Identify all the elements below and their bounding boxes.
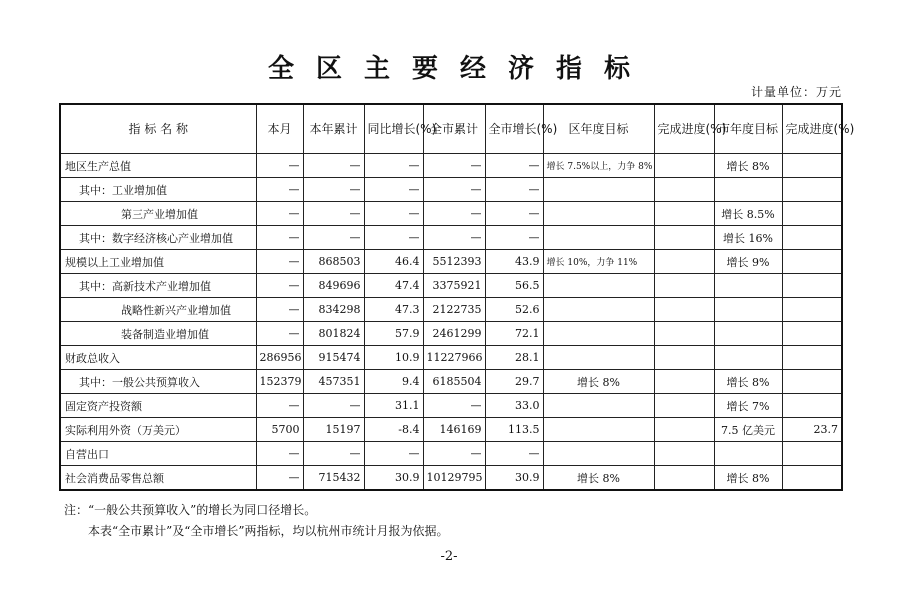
cell-name: 固定资产投资额 — [60, 394, 256, 418]
cell-district-progress — [654, 298, 714, 322]
cell-district-progress — [654, 346, 714, 370]
table-row — [60, 154, 842, 178]
cell-district-target — [543, 322, 654, 346]
table-row — [60, 298, 842, 322]
cell-name: 其中：高新技术产业增加值 — [60, 274, 256, 298]
cell-city-target: 增长 8.5% — [714, 202, 782, 226]
cell-city-target: 增长 7% — [714, 394, 782, 418]
cell-city-growth: — — [485, 178, 543, 202]
header-city-progress: 完成进度(%) — [782, 104, 842, 154]
cell-ytd: 801824 — [303, 322, 364, 346]
cell-ytd: 457351 — [303, 370, 364, 394]
cell-yoy: — — [364, 442, 423, 466]
cell-city-target: 增长 8% — [714, 370, 782, 394]
cell-ytd: 915474 — [303, 346, 364, 370]
cell-district-progress — [654, 322, 714, 346]
cell-district-progress — [654, 178, 714, 202]
cell-yoy: -8.4 — [364, 418, 423, 442]
header-city-target: 市年度目标 — [714, 104, 782, 154]
cell-city-target — [714, 346, 782, 370]
cell-city-target: 增长 16% — [714, 226, 782, 250]
cell-city-growth: 30.9 — [485, 466, 543, 491]
table-body — [60, 154, 842, 491]
cell-name: 其中：一般公共预算收入 — [60, 370, 256, 394]
cell-city-growth: 113.5 — [485, 418, 543, 442]
cell-city-progress — [782, 178, 842, 202]
cell-month: — — [256, 322, 303, 346]
cell-city-ytd: 3375921 — [423, 274, 485, 298]
cell-city-ytd: — — [423, 394, 485, 418]
cell-city-target: 7.5 亿美元 — [714, 418, 782, 442]
table-row — [60, 394, 842, 418]
cell-ytd: — — [303, 178, 364, 202]
cell-district-progress — [654, 442, 714, 466]
cell-city-growth: — — [485, 154, 543, 178]
cell-city-ytd: — — [423, 154, 485, 178]
cell-city-growth: — — [485, 202, 543, 226]
cell-name: 装备制造业增加值 — [60, 322, 256, 346]
cell-district-target: 增长 10%，力争 11% — [543, 250, 654, 274]
cell-ytd: 715432 — [303, 466, 364, 491]
table-row — [60, 370, 842, 394]
page-title: 全区主要经济指标 — [267, 54, 652, 84]
cell-yoy: 31.1 — [364, 394, 423, 418]
table-header-row — [60, 104, 842, 154]
cell-name: 社会消费品零售总额 — [60, 466, 256, 491]
cell-city-growth: 43.9 — [485, 250, 543, 274]
cell-district-target: 增长 8% — [543, 370, 654, 394]
cell-month: — — [256, 202, 303, 226]
cell-name: 第三产业增加值 — [60, 202, 256, 226]
cell-yoy: — — [364, 154, 423, 178]
cell-city-growth: 56.5 — [485, 274, 543, 298]
header-ytd: 本年累计 — [303, 104, 364, 154]
header-yoy: 同比增长(%) — [364, 104, 423, 154]
table-row — [60, 202, 842, 226]
table-row — [60, 346, 842, 370]
cell-yoy: — — [364, 202, 423, 226]
cell-city-progress — [782, 370, 842, 394]
header-month: 本月 — [256, 104, 303, 154]
cell-city-target — [714, 298, 782, 322]
cell-district-target — [543, 394, 654, 418]
cell-name: 战略性新兴产业增加值 — [60, 298, 256, 322]
cell-yoy: 9.4 — [364, 370, 423, 394]
table-row — [60, 442, 842, 466]
cell-name: 实际利用外资（万美元） — [60, 418, 256, 442]
cell-city-progress — [782, 442, 842, 466]
cell-city-growth: 29.7 — [485, 370, 543, 394]
cell-city-ytd: 11227966 — [423, 346, 485, 370]
cell-city-growth: — — [485, 442, 543, 466]
cell-ytd: 15197 — [303, 418, 364, 442]
cell-city-progress — [782, 466, 842, 491]
cell-month: — — [256, 226, 303, 250]
cell-city-ytd: 2122735 — [423, 298, 485, 322]
table-row — [60, 322, 842, 346]
header-name: 指 标 名 称 — [60, 104, 256, 154]
cell-name: 地区生产总值 — [60, 154, 256, 178]
cell-month: — — [256, 466, 303, 491]
cell-yoy: 46.4 — [364, 250, 423, 274]
cell-district-progress — [654, 154, 714, 178]
cell-yoy: 47.3 — [364, 298, 423, 322]
cell-city-growth: — — [485, 226, 543, 250]
cell-yoy: 57.9 — [364, 322, 423, 346]
cell-name: 其中：工业增加值 — [60, 178, 256, 202]
page-number: -2- — [440, 549, 458, 564]
cell-month: — — [256, 178, 303, 202]
cell-ytd: — — [303, 154, 364, 178]
cell-name: 财政总收入 — [60, 346, 256, 370]
cell-month: 152379 — [256, 370, 303, 394]
cell-month: — — [256, 250, 303, 274]
table-row — [60, 250, 842, 274]
cell-ytd: 834298 — [303, 298, 364, 322]
cell-month: — — [256, 394, 303, 418]
table-row — [60, 418, 842, 442]
cell-city-progress — [782, 298, 842, 322]
cell-name: 自营出口 — [60, 442, 256, 466]
cell-district-target — [543, 418, 654, 442]
cell-city-target — [714, 442, 782, 466]
footnotes — [64, 500, 449, 542]
cell-yoy: 47.4 — [364, 274, 423, 298]
cell-ytd: — — [303, 442, 364, 466]
cell-city-target — [714, 274, 782, 298]
cell-name: 规模以上工业增加值 — [60, 250, 256, 274]
cell-city-growth: 52.6 — [485, 298, 543, 322]
cell-city-ytd: — — [423, 202, 485, 226]
cell-city-target — [714, 178, 782, 202]
cell-city-progress — [782, 202, 842, 226]
cell-month: — — [256, 154, 303, 178]
cell-district-target — [543, 226, 654, 250]
table-row — [60, 466, 842, 491]
cell-city-progress — [782, 154, 842, 178]
cell-district-target — [543, 178, 654, 202]
cell-district-progress — [654, 370, 714, 394]
cell-city-progress — [782, 274, 842, 298]
cell-ytd: — — [303, 394, 364, 418]
cell-district-progress — [654, 226, 714, 250]
cell-city-ytd: 5512393 — [423, 250, 485, 274]
cell-district-target — [543, 274, 654, 298]
cell-district-progress — [654, 394, 714, 418]
cell-city-ytd: 6185504 — [423, 370, 485, 394]
cell-district-target: 增长 8% — [543, 466, 654, 491]
cell-month: — — [256, 298, 303, 322]
cell-city-ytd: — — [423, 226, 485, 250]
cell-city-ytd: 2461299 — [423, 322, 485, 346]
cell-district-progress — [654, 418, 714, 442]
cell-district-target — [543, 346, 654, 370]
cell-city-progress — [782, 226, 842, 250]
cell-ytd: — — [303, 202, 364, 226]
cell-district-target: 增长 7.5%以上，力争 8% — [543, 154, 654, 178]
cell-district-target — [543, 202, 654, 226]
unit-label: 计量单位：万元 — [750, 85, 842, 99]
cell-city-growth: 72.1 — [485, 322, 543, 346]
header-district-target: 区年度目标 — [543, 104, 654, 154]
footnote-2: 本表“全市累计”及“全市增长”两指标，均以杭州市统计月报为依据。 — [88, 524, 449, 538]
cell-city-ytd: 146169 — [423, 418, 485, 442]
cell-district-progress — [654, 202, 714, 226]
cell-yoy: 10.9 — [364, 346, 423, 370]
cell-district-progress — [654, 250, 714, 274]
cell-district-target — [543, 442, 654, 466]
table-row — [60, 178, 842, 202]
cell-city-progress — [782, 322, 842, 346]
cell-city-target: 增长 8% — [714, 466, 782, 491]
header-city-ytd: 全市累计 — [423, 104, 485, 154]
cell-city-progress — [782, 250, 842, 274]
cell-ytd: — — [303, 226, 364, 250]
cell-district-target — [543, 298, 654, 322]
cell-ytd: 849696 — [303, 274, 364, 298]
cell-city-ytd: — — [423, 442, 485, 466]
cell-month: 286956 — [256, 346, 303, 370]
footnote-1: 注：“一般公共预算收入”的增长为同口径增长。 — [64, 503, 317, 517]
table-row — [60, 226, 842, 250]
header-city-growth: 全市增长(%) — [485, 104, 543, 154]
cell-district-progress — [654, 274, 714, 298]
cell-name: 其中：数字经济核心产业增加值 — [60, 226, 256, 250]
cell-city-growth: 33.0 — [485, 394, 543, 418]
cell-yoy: — — [364, 226, 423, 250]
cell-city-growth: 28.1 — [485, 346, 543, 370]
header-district-progress: 完成进度(%) — [654, 104, 714, 154]
cell-month: 5700 — [256, 418, 303, 442]
cell-city-ytd: 10129795 — [423, 466, 485, 491]
cell-month: — — [256, 442, 303, 466]
indicators-table — [59, 103, 855, 491]
cell-city-target: 增长 8% — [714, 154, 782, 178]
cell-city-progress — [782, 394, 842, 418]
cell-city-target — [714, 322, 782, 346]
cell-city-progress: 23.7 — [782, 418, 842, 442]
cell-ytd: 868503 — [303, 250, 364, 274]
cell-city-ytd: — — [423, 178, 485, 202]
cell-city-target: 增长 9% — [714, 250, 782, 274]
cell-month: — — [256, 274, 303, 298]
cell-district-progress — [654, 466, 714, 491]
cell-city-progress — [782, 346, 842, 370]
cell-yoy: — — [364, 178, 423, 202]
table-row — [60, 274, 842, 298]
cell-yoy: 30.9 — [364, 466, 423, 491]
